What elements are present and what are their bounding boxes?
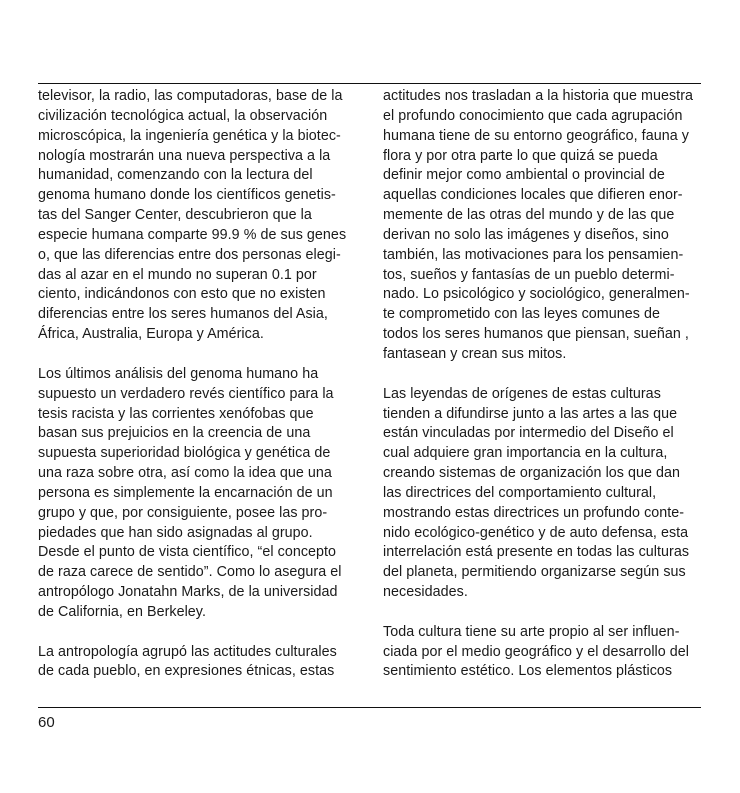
text-line: especie humana comparte 99.9 % de sus genes	[38, 226, 347, 243]
paragraph	[383, 87, 703, 365]
paragraph-gap	[383, 365, 703, 385]
text-line: interrelación está presente en todas las culturas	[383, 544, 690, 561]
text-line: tesis racista y las corrientes xenófobas que	[38, 405, 314, 422]
text-line: te comprometido con las leyes comunes de	[383, 306, 660, 323]
text-line: televisor, la radio, las computadoras, base de la	[38, 88, 343, 104]
text-line: basan sus prejuicios en la creencia de una	[38, 425, 311, 442]
text-line: diferencias entre los seres humanos del Asia,	[38, 306, 328, 323]
text-line: derivan no solo las imágenes y diseños, sino	[383, 226, 669, 243]
text-line: mostrando estas directrices un profundo conte-	[383, 504, 685, 521]
text-line: grupo y que, por consiguiente, posee las pro-	[38, 504, 328, 521]
paragraph-gap	[38, 623, 358, 643]
bottom-rule	[38, 707, 701, 708]
text-line: microscópica, la ingeniería genética y la biotec-	[38, 127, 341, 144]
paragraph-gap	[383, 603, 703, 623]
text-line: nado. Lo psicológico y sociológico, generalmen-	[383, 286, 690, 303]
text-line: de raza carece de sentido”. Como lo asegura el	[38, 564, 342, 581]
text-line: civilización tecnológica actual, la observación	[38, 107, 328, 124]
text-line: Los últimos análisis del genoma humano ha	[38, 365, 319, 382]
text-line: todos los seres humanos que piensan, sueñan ,	[383, 326, 689, 343]
text-line: cual adquiere gran importancia en la cultura,	[383, 445, 668, 462]
text-line: aquellas condiciones locales que difieren enor-	[383, 187, 683, 204]
paragraph	[38, 365, 358, 623]
text-line: supuesto un verdadero revés científico para la	[38, 385, 334, 402]
text-line: definir mejor como ambiental o provincial de	[383, 167, 665, 184]
text-line: de cada pueblo, en expresiones étnicas, estas	[38, 663, 335, 680]
text-line: África, Australia, Europa y América.	[38, 326, 264, 343]
text-line: el profundo conocimiento que cada agrupación	[383, 107, 683, 124]
text-line: Las leyendas de orígenes de estas culturas	[383, 385, 661, 402]
text-line: genoma humano donde los científicos genetis-	[38, 187, 336, 204]
text-line: piedades que han sido asignadas al grupo.	[38, 524, 313, 541]
text-line: actitudes nos trasladan a la historia que muestra	[383, 88, 694, 104]
paragraph	[38, 643, 358, 683]
top-rule	[38, 83, 701, 84]
paragraph	[383, 385, 703, 603]
text-line: están vinculadas por intermedio del Diseño el	[383, 425, 674, 442]
text-line: humana tiene de su entorno geográfico, fauna y	[383, 127, 689, 144]
text-line: las directrices del comportamiento cultural,	[383, 484, 657, 501]
text-line: también, las motivaciones para los pensamien-	[383, 246, 684, 263]
text-line: tas del Sanger Center, descubrieron que la	[38, 207, 312, 224]
text-line: de California, en Berkeley.	[38, 603, 206, 620]
text-line: tos, sueños y fantasías de un pueblo determi-	[383, 266, 675, 283]
paragraph-gap	[38, 345, 358, 365]
text-line: ciento, indicándonos con esto que no existen	[38, 286, 326, 303]
text-line: Toda cultura tiene su arte propio al ser influen-	[383, 623, 680, 640]
text-line: sentimiento estético. Los elementos plásticos	[383, 663, 673, 680]
text-line: La antropología agrupó las actitudes culturales	[38, 643, 337, 660]
text-line: fantasean y crean sus mitos.	[383, 345, 567, 362]
text-line: nido ecológico-genético y de auto defensa, esta	[383, 524, 689, 541]
text-line: o, que las diferencias entre dos personas elegi-	[38, 246, 341, 263]
text-line: del planeta, permitiendo organizarse según sus	[383, 564, 686, 581]
text-line: das al azar en el mundo no superan 0.1 por	[38, 266, 317, 283]
text-line: ciada por el medio geográfico y el desarrollo del	[383, 643, 690, 660]
text-line: memente de las otras del mundo y de las que	[383, 207, 675, 224]
text-line: Desde el punto de vista científico, “el concepto	[38, 544, 337, 561]
text-line: tienden a difundirse junto a las artes a las que	[383, 405, 678, 422]
text-line: flora y por otra parte lo que quizá se pueda	[383, 147, 658, 164]
text-line: necesidades.	[383, 584, 468, 601]
text-line: una raza sobre otra, así como la idea que una	[38, 465, 332, 482]
paragraph	[383, 623, 703, 683]
text-line: creando sistemas de organización los que dan	[383, 465, 681, 482]
left-text-column	[38, 87, 358, 682]
right-text-column	[383, 87, 703, 682]
text-line: persona es simplemente la encarnación de un	[38, 484, 333, 501]
text-line: antropólogo Jonatahn Marks, de la universidad	[38, 584, 338, 601]
page-number: 60	[38, 714, 55, 731]
text-line: nología mostrarán una nueva perspectiva a la	[38, 147, 331, 164]
paragraph	[38, 87, 358, 345]
text-line: supuesta superioridad biológica y genética de	[38, 445, 331, 462]
text-line: humanidad, comenzando con la lectura del	[38, 167, 313, 184]
